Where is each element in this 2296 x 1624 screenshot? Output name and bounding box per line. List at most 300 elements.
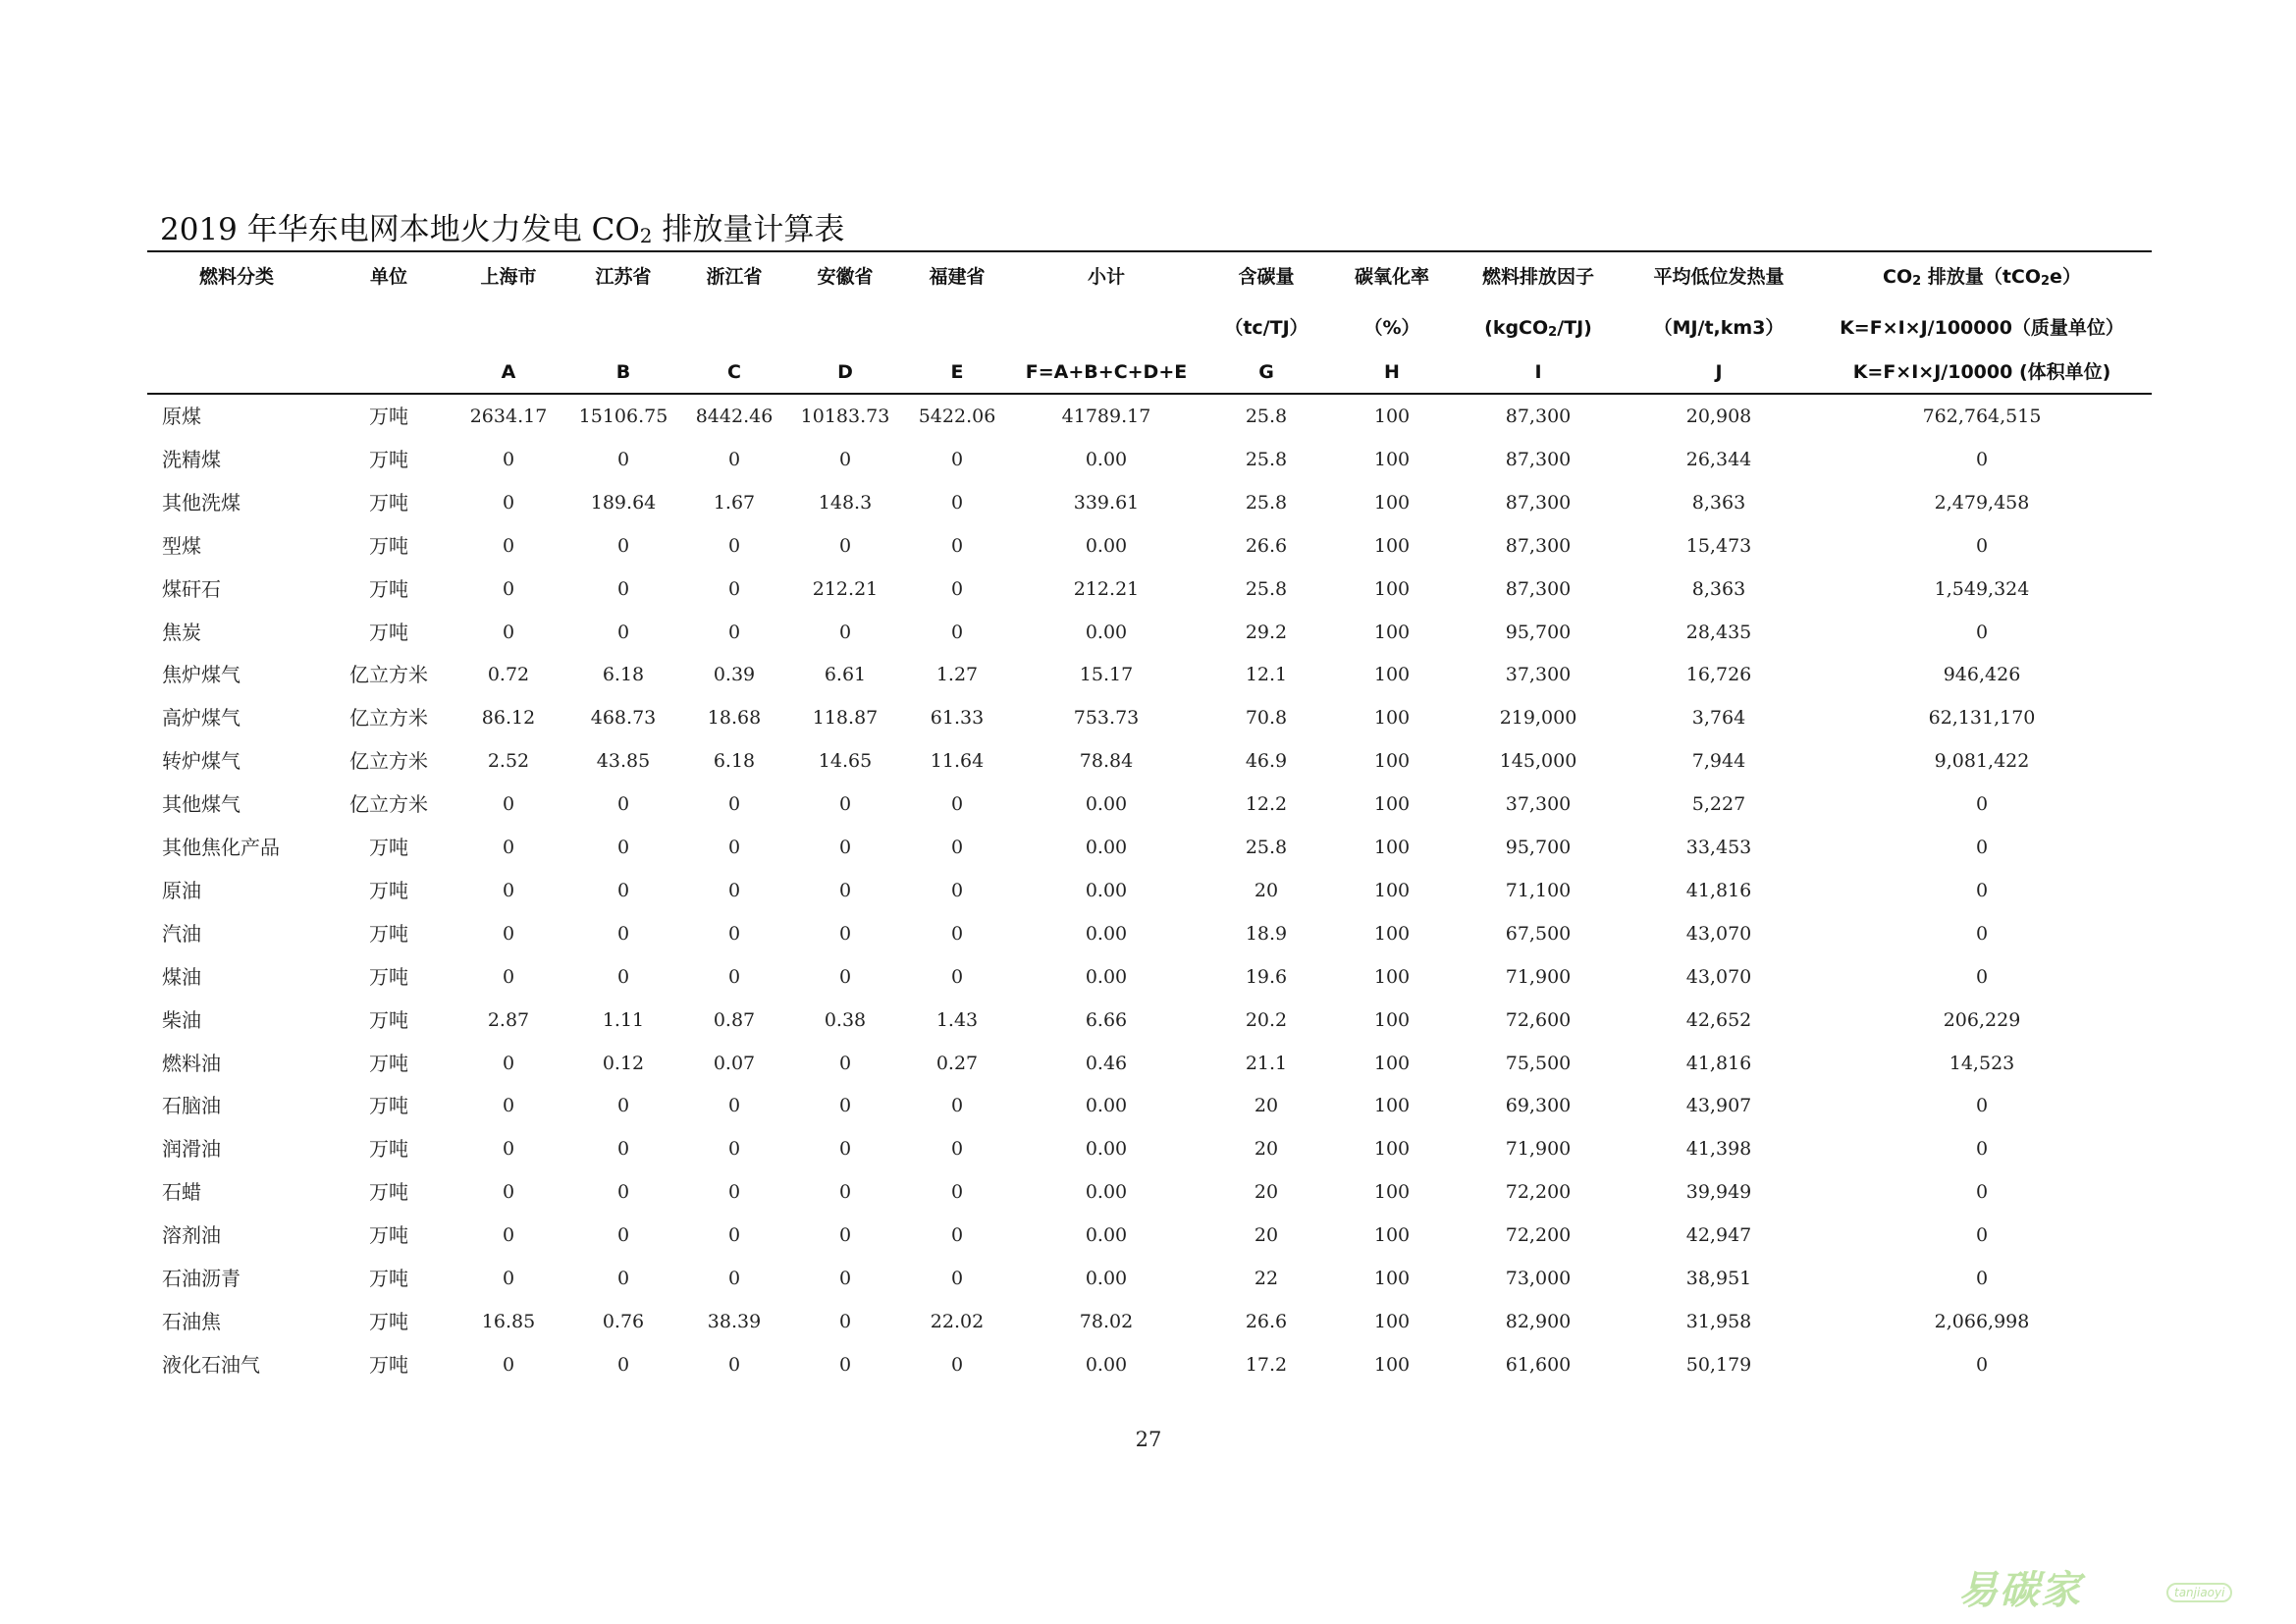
table-row <box>0 706 2296 749</box>
cell-b: 0.12 <box>602 1053 645 1074</box>
cell-unit: 万吨 <box>369 965 408 989</box>
cell-d: 0 <box>838 837 852 858</box>
cell-fuel: 液化石油气 <box>162 1353 260 1377</box>
cell-j: 42,652 <box>1685 1009 1752 1031</box>
cell-f: 339.61 <box>1073 492 1140 514</box>
table-row <box>0 965 2296 1008</box>
header-emission-formula-mass: K=F×I×J/100000（质量单位） <box>1840 317 2124 339</box>
cell-e: 0.27 <box>935 1053 979 1074</box>
cell-fuel: 洗精煤 <box>162 448 221 471</box>
cell-d: 0.38 <box>824 1009 867 1031</box>
cell-a: 0 <box>502 1224 515 1246</box>
cell-i: 71,900 <box>1505 1138 1572 1160</box>
header-factor-unit: (kgCO$_2$/TJ) <box>1484 317 1592 340</box>
cell-g: 26.6 <box>1245 1311 1288 1332</box>
cell-i: 73,000 <box>1505 1268 1572 1289</box>
cell-i: 82,900 <box>1505 1311 1572 1332</box>
cell-k: 0 <box>1975 1095 1989 1116</box>
cell-d: 0 <box>838 1268 852 1289</box>
cell-e: 11.64 <box>930 750 985 772</box>
cell-k: 62,131,170 <box>1928 707 2036 729</box>
cell-d: 0 <box>838 1181 852 1203</box>
cell-h: 100 <box>1373 1224 1411 1246</box>
table-row <box>0 792 2296 836</box>
cell-a: 0 <box>502 1181 515 1203</box>
cell-b: 0 <box>616 793 630 815</box>
cell-j: 38,951 <box>1685 1268 1752 1289</box>
cell-c: 0 <box>727 535 741 557</box>
cell-unit: 万吨 <box>369 534 408 558</box>
table-row <box>0 1008 2296 1052</box>
cell-a: 86.12 <box>481 707 536 729</box>
table-row <box>0 577 2296 621</box>
cell-j: 42,947 <box>1685 1224 1752 1246</box>
cell-b: 0 <box>616 923 630 945</box>
header-carbon-unit: （tc/TJ） <box>1224 317 1308 339</box>
cell-i: 72,200 <box>1505 1224 1572 1246</box>
cell-k: 0 <box>1975 535 1989 557</box>
cell-d: 0 <box>838 1095 852 1116</box>
cell-i: 61,600 <box>1505 1354 1572 1376</box>
cell-a: 2.87 <box>487 1009 530 1031</box>
cell-g: 20.2 <box>1245 1009 1288 1031</box>
cell-f: 41789.17 <box>1061 406 1151 427</box>
cell-unit: 万吨 <box>369 1310 408 1333</box>
cell-h: 100 <box>1373 966 1411 988</box>
cell-d: 148.3 <box>818 492 873 514</box>
cell-b: 1.11 <box>602 1009 645 1031</box>
table-row <box>0 879 2296 922</box>
table-row <box>0 1267 2296 1310</box>
cell-e: 22.02 <box>930 1311 985 1332</box>
cell-j: 43,070 <box>1685 966 1752 988</box>
cell-b: 6.18 <box>602 664 645 685</box>
cell-f: 0.00 <box>1085 837 1128 858</box>
cell-c: 18.68 <box>707 707 762 729</box>
table-row <box>0 749 2296 792</box>
cell-e: 0 <box>950 622 964 643</box>
header-code-c: C <box>727 361 741 383</box>
cell-c: 0.07 <box>713 1053 756 1074</box>
cell-d: 0 <box>838 1354 852 1376</box>
cell-a: 0.72 <box>487 664 530 685</box>
header-code-h: H <box>1384 361 1400 383</box>
cell-i: 37,300 <box>1505 664 1572 685</box>
cell-j: 28,435 <box>1685 622 1752 643</box>
cell-i: 219,000 <box>1499 707 1577 729</box>
cell-b: 0 <box>616 1095 630 1116</box>
table-row <box>0 1094 2296 1137</box>
table-row <box>0 922 2296 965</box>
cell-a: 16.85 <box>481 1311 536 1332</box>
header-fuel: 燃料分类 <box>198 266 275 288</box>
cell-fuel: 柴油 <box>162 1008 201 1032</box>
table-row <box>0 491 2296 534</box>
cell-b: 468.73 <box>590 707 657 729</box>
cell-c: 0 <box>727 966 741 988</box>
cell-j: 41,816 <box>1685 1053 1752 1074</box>
cell-c: 0 <box>727 837 741 858</box>
cell-i: 69,300 <box>1505 1095 1572 1116</box>
cell-g: 26.6 <box>1245 535 1288 557</box>
cell-e: 0 <box>950 837 964 858</box>
cell-f: 0.00 <box>1085 1354 1128 1376</box>
title-subscript: 2 <box>639 224 653 247</box>
cell-fuel: 燃料油 <box>162 1052 221 1075</box>
cell-k: 0 <box>1975 1268 1989 1289</box>
cell-c: 0 <box>727 1268 741 1289</box>
cell-d: 14.65 <box>818 750 873 772</box>
cell-fuel: 其他焦化产品 <box>162 836 280 859</box>
cell-k: 0 <box>1975 923 1989 945</box>
cell-fuel: 焦炭 <box>162 621 201 644</box>
cell-h: 100 <box>1373 1095 1411 1116</box>
cell-f: 0.00 <box>1085 923 1128 945</box>
cell-h: 100 <box>1373 406 1411 427</box>
cell-c: 0.39 <box>713 664 756 685</box>
cell-j: 5,227 <box>1691 793 1746 815</box>
cell-k: 762,764,515 <box>1922 406 2042 427</box>
header-zhejiang: 浙江省 <box>706 266 763 288</box>
cell-b: 0 <box>616 1181 630 1203</box>
cell-e: 0 <box>950 966 964 988</box>
cell-h: 100 <box>1373 880 1411 901</box>
cell-a: 2.52 <box>487 750 530 772</box>
cell-k: 2,479,458 <box>1934 492 2030 514</box>
cell-b: 0 <box>616 535 630 557</box>
cell-d: 6.61 <box>824 664 867 685</box>
cell-b: 0 <box>616 578 630 600</box>
cell-unit: 亿立方米 <box>349 749 428 773</box>
cell-j: 43,907 <box>1685 1095 1752 1116</box>
cell-g: 25.8 <box>1245 406 1288 427</box>
cell-fuel: 溶剂油 <box>162 1223 221 1247</box>
cell-j: 31,958 <box>1685 1311 1752 1332</box>
cell-j: 26,344 <box>1685 449 1752 470</box>
cell-f: 0.46 <box>1085 1053 1128 1074</box>
cell-f: 0.00 <box>1085 535 1128 557</box>
cell-g: 20 <box>1254 1224 1279 1246</box>
cell-fuel: 高炉煤气 <box>162 706 240 730</box>
cell-j: 20,908 <box>1685 406 1752 427</box>
cell-k: 0 <box>1975 1224 1989 1246</box>
header-shanghai: 上海市 <box>480 266 537 288</box>
cell-fuel: 煤矸石 <box>162 577 221 601</box>
cell-e: 0 <box>950 923 964 945</box>
header-heat: 平均低位发热量 <box>1653 266 1785 288</box>
cell-unit: 万吨 <box>369 1008 408 1032</box>
cell-a: 0 <box>502 1053 515 1074</box>
header-oxidation-unit: （%） <box>1363 317 1420 339</box>
cell-g: 17.2 <box>1245 1354 1288 1376</box>
cell-h: 100 <box>1373 1053 1411 1074</box>
cell-fuel: 石蜡 <box>162 1180 201 1204</box>
cell-d: 0 <box>838 1224 852 1246</box>
cell-e: 0 <box>950 1354 964 1376</box>
watermark-site: tanjiaoyi <box>2166 1583 2232 1602</box>
cell-unit: 万吨 <box>369 491 408 514</box>
cell-e: 5422.06 <box>918 406 996 427</box>
cell-e: 0 <box>950 1268 964 1289</box>
cell-f: 6.66 <box>1085 1009 1128 1031</box>
cell-g: 46.9 <box>1245 750 1288 772</box>
header-heat-unit: （MJ/t,km3） <box>1653 317 1785 339</box>
cell-fuel: 汽油 <box>162 922 201 946</box>
cell-unit: 万吨 <box>369 1180 408 1204</box>
cell-i: 72,200 <box>1505 1181 1572 1203</box>
cell-e: 1.43 <box>935 1009 979 1031</box>
cell-a: 0 <box>502 837 515 858</box>
table-row <box>0 1223 2296 1267</box>
cell-b: 0 <box>616 837 630 858</box>
cell-k: 0 <box>1975 966 1989 988</box>
header-jiangsu: 江苏省 <box>595 266 652 288</box>
cell-unit: 万吨 <box>369 577 408 601</box>
cell-f: 0.00 <box>1085 1224 1128 1246</box>
cell-g: 20 <box>1254 1138 1279 1160</box>
cell-h: 100 <box>1373 1268 1411 1289</box>
cell-d: 0 <box>838 966 852 988</box>
cell-b: 0 <box>616 1354 630 1376</box>
cell-c: 0 <box>727 923 741 945</box>
cell-g: 25.8 <box>1245 492 1288 514</box>
cell-j: 41,398 <box>1685 1138 1752 1160</box>
cell-unit: 万吨 <box>369 1223 408 1247</box>
cell-a: 0 <box>502 492 515 514</box>
cell-d: 0 <box>838 449 852 470</box>
cell-c: 0 <box>727 1354 741 1376</box>
title-suffix: 排放量计算表 <box>652 212 845 247</box>
table-row <box>0 663 2296 706</box>
cell-e: 0 <box>950 793 964 815</box>
cell-c: 38.39 <box>707 1311 762 1332</box>
cell-c: 0.87 <box>713 1009 756 1031</box>
cell-d: 10183.73 <box>800 406 890 427</box>
cell-fuel: 型煤 <box>162 534 201 558</box>
cell-b: 0 <box>616 449 630 470</box>
cell-d: 0 <box>838 793 852 815</box>
cell-i: 72,600 <box>1505 1009 1572 1031</box>
cell-e: 0 <box>950 880 964 901</box>
cell-g: 29.2 <box>1245 622 1288 643</box>
cell-i: 87,300 <box>1505 406 1572 427</box>
cell-h: 100 <box>1373 449 1411 470</box>
cell-e: 0 <box>950 1181 964 1203</box>
cell-b: 189.64 <box>590 492 657 514</box>
cell-unit: 万吨 <box>369 922 408 946</box>
cell-a: 0 <box>502 1354 515 1376</box>
cell-d: 0 <box>838 1053 852 1074</box>
table-row <box>0 1353 2296 1396</box>
cell-k: 0 <box>1975 837 1989 858</box>
cell-i: 95,700 <box>1505 622 1572 643</box>
cell-b: 15106.75 <box>578 406 668 427</box>
cell-g: 18.9 <box>1245 923 1288 945</box>
cell-unit: 万吨 <box>369 836 408 859</box>
header-emission-formula-volume: K=F×I×J/10000 (体积单位) <box>1852 361 2111 383</box>
cell-b: 0.76 <box>602 1311 645 1332</box>
cell-g: 25.8 <box>1245 837 1288 858</box>
cell-unit: 亿立方米 <box>349 663 428 686</box>
cell-e: 0 <box>950 1224 964 1246</box>
cell-k: 0 <box>1975 1138 1989 1160</box>
cell-c: 8442.46 <box>695 406 774 427</box>
cell-k: 2,066,998 <box>1934 1311 2030 1332</box>
cell-g: 12.1 <box>1245 664 1288 685</box>
cell-a: 0 <box>502 622 515 643</box>
cell-j: 41,816 <box>1685 880 1752 901</box>
cell-h: 100 <box>1373 578 1411 600</box>
table-row <box>0 405 2296 448</box>
table-row <box>0 1052 2296 1095</box>
cell-b: 43.85 <box>596 750 651 772</box>
cell-h: 100 <box>1373 707 1411 729</box>
cell-e: 61.33 <box>930 707 985 729</box>
cell-d: 0 <box>838 535 852 557</box>
cell-unit: 万吨 <box>369 1137 408 1161</box>
cell-unit: 万吨 <box>369 879 408 902</box>
cell-a: 2634.17 <box>469 406 548 427</box>
cell-j: 39,949 <box>1685 1181 1752 1203</box>
cell-b: 0 <box>616 1224 630 1246</box>
cell-i: 71,900 <box>1505 966 1572 988</box>
cell-a: 0 <box>502 880 515 901</box>
cell-a: 0 <box>502 923 515 945</box>
cell-h: 100 <box>1373 923 1411 945</box>
title-prefix: 2019 年华东电网本地火力发电 CO <box>160 212 640 247</box>
cell-g: 22 <box>1254 1268 1279 1289</box>
cell-a: 0 <box>502 449 515 470</box>
cell-c: 0 <box>727 1138 741 1160</box>
cell-i: 145,000 <box>1499 750 1577 772</box>
cell-f: 0.00 <box>1085 1095 1128 1116</box>
cell-h: 100 <box>1373 1181 1411 1203</box>
cell-j: 33,453 <box>1685 837 1752 858</box>
cell-h: 100 <box>1373 1311 1411 1332</box>
cell-fuel: 转炉煤气 <box>162 749 240 773</box>
header-code-e: E <box>950 361 964 383</box>
cell-c: 0 <box>727 793 741 815</box>
cell-k: 0 <box>1975 449 1989 470</box>
cell-a: 0 <box>502 535 515 557</box>
cell-g: 20 <box>1254 1181 1279 1203</box>
header-oxidation: 碳氧化率 <box>1354 266 1430 288</box>
cell-i: 87,300 <box>1505 578 1572 600</box>
cell-a: 0 <box>502 1138 515 1160</box>
cell-d: 0 <box>838 923 852 945</box>
cell-j: 43,070 <box>1685 923 1752 945</box>
header-code-d: D <box>837 361 853 383</box>
cell-g: 25.8 <box>1245 449 1288 470</box>
cell-k: 206,229 <box>1943 1009 2021 1031</box>
cell-i: 75,500 <box>1505 1053 1572 1074</box>
header-fujian: 福建省 <box>929 266 986 288</box>
cell-j: 8,363 <box>1691 578 1746 600</box>
cell-b: 0 <box>616 880 630 901</box>
cell-i: 71,100 <box>1505 880 1572 901</box>
cell-c: 6.18 <box>713 750 756 772</box>
page-title <box>160 210 844 255</box>
cell-g: 12.2 <box>1245 793 1288 815</box>
cell-f: 0.00 <box>1085 622 1128 643</box>
cell-i: 87,300 <box>1505 492 1572 514</box>
cell-f: 0.00 <box>1085 793 1128 815</box>
cell-fuel: 原油 <box>162 879 201 902</box>
cell-k: 0 <box>1975 1354 1989 1376</box>
header-code-i: I <box>1534 361 1542 383</box>
header-emission: $CO_2$ 排放量（tCO$_2$e） <box>1883 266 2081 289</box>
cell-f: 753.73 <box>1073 707 1140 729</box>
cell-c: 1.67 <box>713 492 756 514</box>
header-code-g: G <box>1258 361 1274 383</box>
cell-e: 0 <box>950 1095 964 1116</box>
cell-i: 37,300 <box>1505 793 1572 815</box>
header-code-b: B <box>615 361 631 383</box>
cell-fuel: 石脑油 <box>162 1094 221 1117</box>
cell-unit: 万吨 <box>369 1094 408 1117</box>
cell-g: 20 <box>1254 880 1279 901</box>
cell-g: 21.1 <box>1245 1053 1288 1074</box>
cell-j: 3,764 <box>1691 707 1746 729</box>
cell-k: 9,081,422 <box>1934 750 2030 772</box>
cell-f: 0.00 <box>1085 449 1128 470</box>
cell-d: 0 <box>838 622 852 643</box>
page-number: 27 <box>1135 1428 1162 1451</box>
cell-f: 0.00 <box>1085 1268 1128 1289</box>
cell-h: 100 <box>1373 837 1411 858</box>
cell-c: 0 <box>727 880 741 901</box>
table-row <box>0 1180 2296 1223</box>
header-subtotal: 小计 <box>1087 266 1126 288</box>
cell-k: 1,549,324 <box>1934 578 2030 600</box>
cell-h: 100 <box>1373 1009 1411 1031</box>
cell-c: 0 <box>727 578 741 600</box>
cell-j: 7,944 <box>1691 750 1746 772</box>
cell-unit: 万吨 <box>369 448 408 471</box>
table-row <box>0 621 2296 664</box>
cell-e: 0 <box>950 1138 964 1160</box>
table-header-rule <box>147 393 2152 395</box>
cell-k: 0 <box>1975 1181 1989 1203</box>
cell-g: 19.6 <box>1245 966 1288 988</box>
header-carbon: 含碳量 <box>1238 266 1295 288</box>
cell-f: 0.00 <box>1085 1181 1128 1203</box>
cell-b: 0 <box>616 622 630 643</box>
cell-j: 50,179 <box>1685 1354 1752 1376</box>
cell-j: 16,726 <box>1685 664 1752 685</box>
cell-fuel: 其他煤气 <box>162 792 240 816</box>
cell-d: 0 <box>838 1311 852 1332</box>
cell-k: 946,426 <box>1943 664 2021 685</box>
cell-unit: 亿立方米 <box>349 706 428 730</box>
cell-g: 70.8 <box>1245 707 1288 729</box>
cell-fuel: 原煤 <box>162 405 201 428</box>
cell-f: 0.00 <box>1085 880 1128 901</box>
table-row <box>0 1137 2296 1180</box>
cell-unit: 万吨 <box>369 1052 408 1075</box>
cell-fuel: 其他洗煤 <box>162 491 240 514</box>
cell-a: 0 <box>502 1268 515 1289</box>
cell-f: 78.84 <box>1079 750 1134 772</box>
header-factor: 燃料排放因子 <box>1481 266 1595 288</box>
cell-a: 0 <box>502 793 515 815</box>
header-code-j: J <box>1715 361 1723 383</box>
cell-i: 87,300 <box>1505 535 1572 557</box>
table-row <box>0 1310 2296 1353</box>
cell-fuel: 石油沥青 <box>162 1267 240 1290</box>
header-code-f: F=A+B+C+D+E <box>1025 361 1188 383</box>
cell-unit: 万吨 <box>369 1353 408 1377</box>
